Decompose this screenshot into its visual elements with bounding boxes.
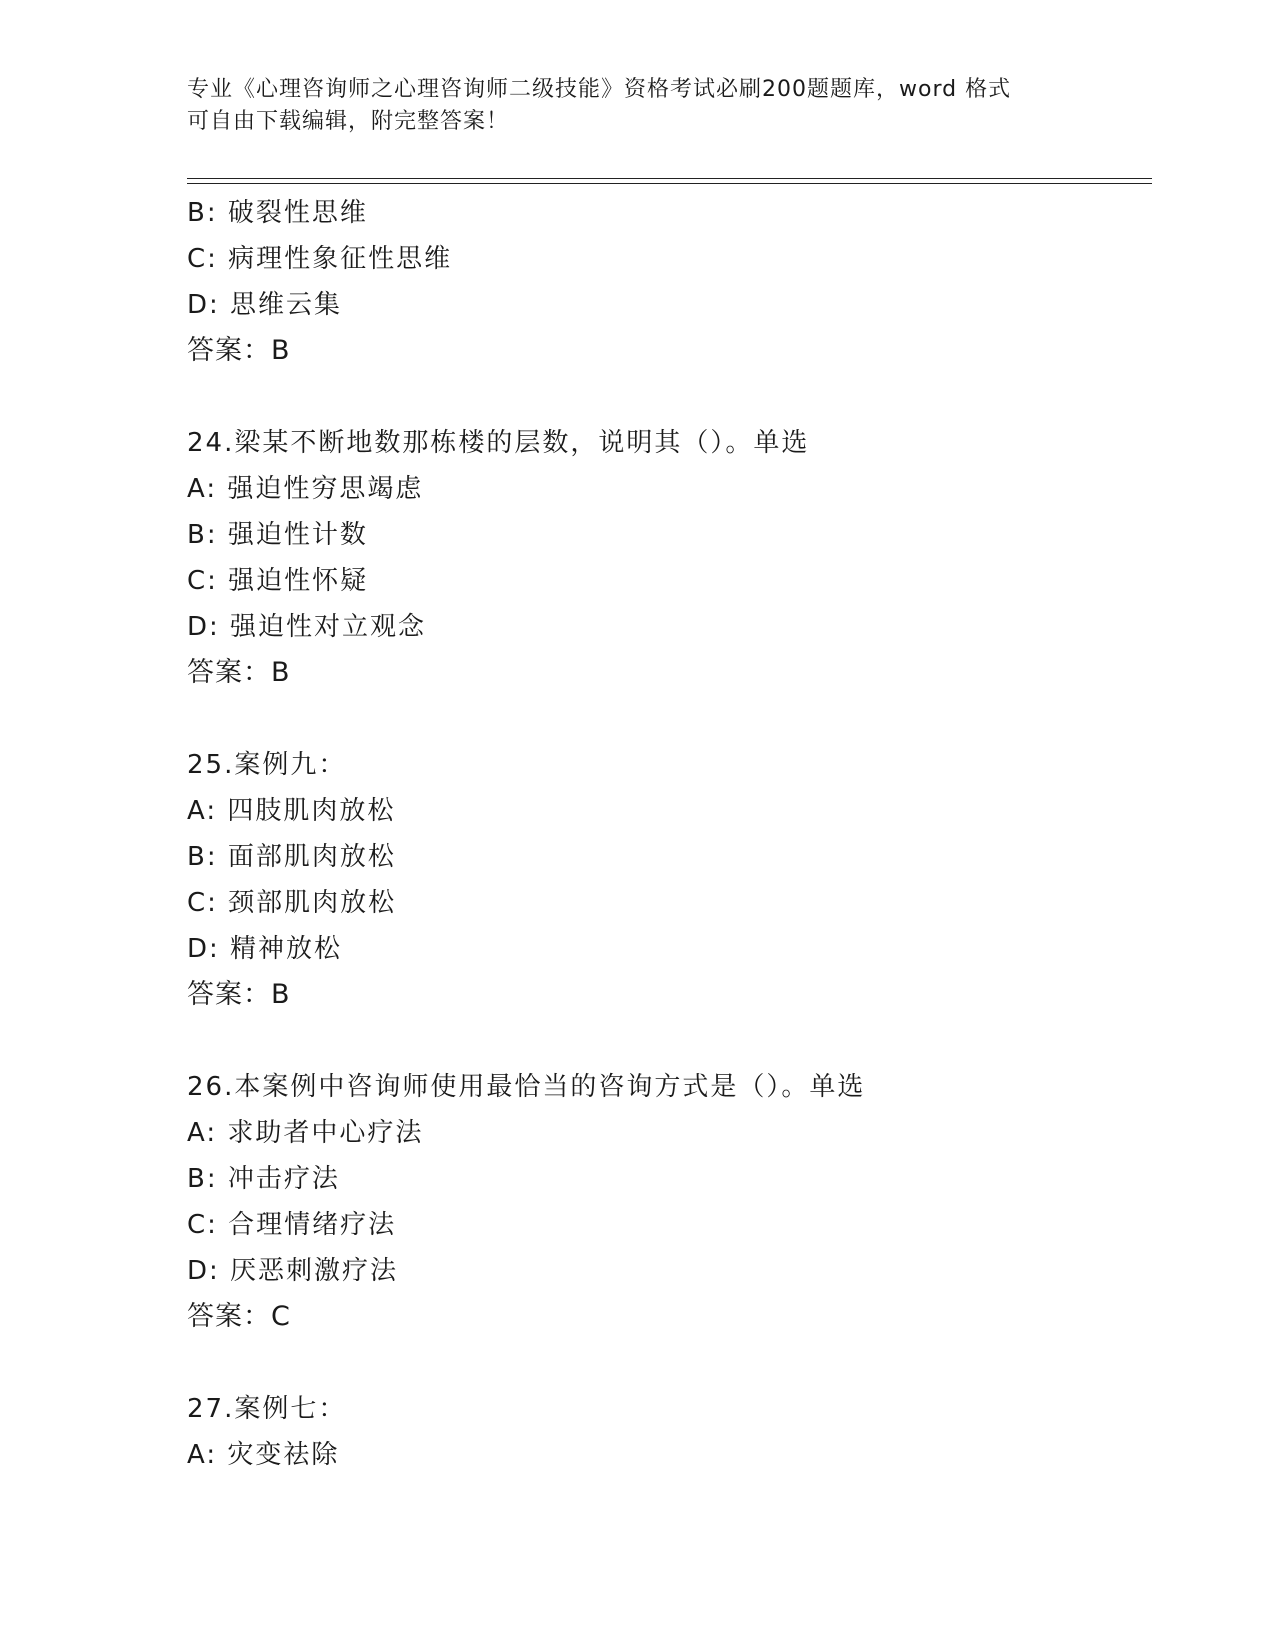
option-d: D: 厌恶刺激疗法 [187, 1256, 399, 1286]
option-a: A: 灾变祛除 [187, 1440, 340, 1470]
option-d: D: 精神放松 [187, 934, 343, 964]
spacer [187, 1340, 1152, 1386]
option-c: C: 合理情绪疗法 [187, 1210, 397, 1240]
option-b: B: 强迫性计数 [187, 520, 368, 550]
answer-line: 答案：B [187, 657, 291, 688]
answer-line: 答案：B [187, 335, 291, 366]
header-title-line-1: 专业《心理咨询师之心理咨询师二级技能》资格考试必刷200题题库，word 格式 [187, 77, 1012, 102]
question-list [187, 190, 1152, 1478]
header-title-line-2: 可自由下载编辑，附完整答案！ [187, 109, 510, 134]
answer-line: 答案：B [187, 979, 291, 1010]
question-block [187, 1064, 1152, 1340]
spacer [187, 696, 1152, 742]
question-stem: 24.梁某不断地数那栋楼的层数，说明其（）。单选 [187, 428, 810, 458]
spacer [187, 1018, 1152, 1064]
question-stem: 27.案例七： [187, 1394, 347, 1424]
option-b: B: 冲击疗法 [187, 1164, 340, 1194]
option-d: D: 思维云集 [187, 290, 343, 320]
option-a: A: 四肢肌肉放松 [187, 796, 396, 826]
spacer [187, 374, 1152, 420]
document-header [187, 74, 1067, 138]
answer-line: 答案：C [187, 1301, 291, 1332]
option-c: C: 强迫性怀疑 [187, 566, 369, 596]
option-a: A: 求助者中心疗法 [187, 1118, 424, 1148]
question-block [187, 742, 1152, 1018]
question-block [187, 1386, 1152, 1478]
question-stem: 25.案例九： [187, 750, 347, 780]
option-c: C: 颈部肌肉放松 [187, 888, 397, 918]
option-a: A: 强迫性穷思竭虑 [187, 474, 424, 504]
option-b: B: 破裂性思维 [187, 198, 368, 228]
question-block-partial [187, 190, 1152, 374]
option-d: D: 强迫性对立观念 [187, 612, 427, 642]
question-block [187, 420, 1152, 696]
option-c: C: 病理性象征性思维 [187, 244, 453, 274]
option-b: B: 面部肌肉放松 [187, 842, 396, 872]
question-stem: 26.本案例中咨询师使用最恰当的咨询方式是（）。单选 [187, 1072, 866, 1102]
header-divider [187, 178, 1152, 184]
